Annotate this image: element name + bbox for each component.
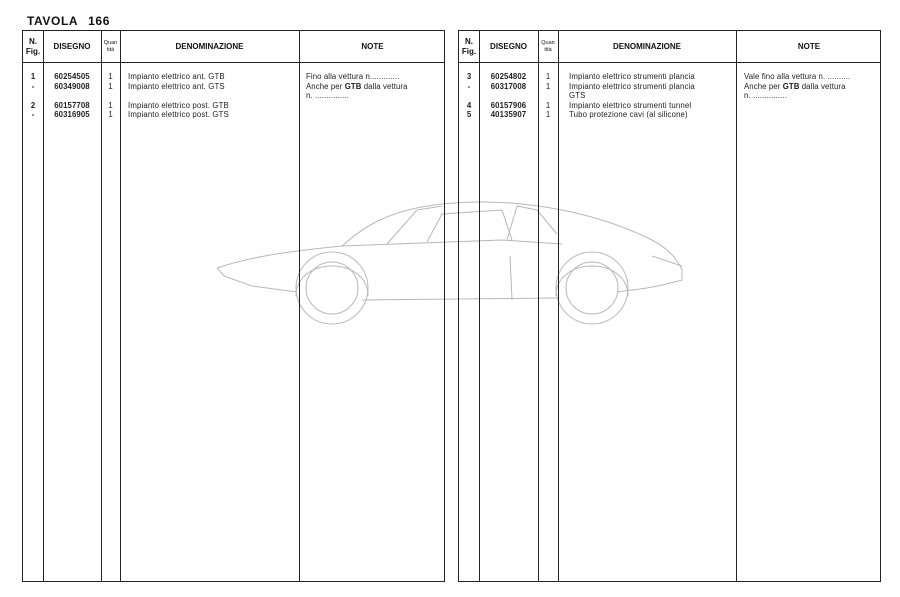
- page-title-label: TAVOLA: [27, 14, 79, 28]
- page-title: [27, 14, 110, 28]
- header-fig: N. Fig.: [461, 37, 477, 56]
- header-note: NOTE: [361, 41, 384, 51]
- table-row: 3 60254802 1 Impianto elettrico strumenti plancia Vale fino alla vettura n. ..........: [466, 72, 851, 81]
- header-note: NOTE: [797, 41, 821, 51]
- header-qty: Quan tità: [103, 39, 118, 53]
- table-row: 1 60254505 1 Impianto elettrico ant. GTB Fino alla vettura n.............: [30, 72, 400, 81]
- header-fig: N. Fig.: [25, 37, 41, 56]
- table-row: - 60349008 1 Impianto elettrico ant. GTS Anche per GTB dalla vettura n. ...............: [31, 81, 408, 101]
- table-row: - 60317008 1 Impianto elettrico strumenti plancia GTS Anche per GTB dalla vettura n. ...............: [467, 81, 846, 101]
- header-qty: Quan tità: [541, 39, 555, 53]
- table-row: 2 60157708 1 Impianto elettrico post. GTB: [30, 100, 229, 110]
- header-code: DISEGNO: [53, 41, 91, 51]
- parts-table-right: [458, 30, 881, 582]
- header-desc: DENOMINAZIONE: [175, 41, 244, 51]
- table-row: - 60316905 1 Impianto elettrico post. GTS: [31, 110, 229, 120]
- page-number: 166: [88, 14, 110, 28]
- table-row: 4 60157906 1 Impianto elettrico strumenti tunnel: [466, 100, 692, 110]
- header-code: DISEGNO: [490, 41, 527, 51]
- header-desc: DENOMINAZIONE: [613, 41, 681, 51]
- table-row: 5 40135907 1 Tubo protezione cavi (al silicone): [466, 110, 688, 120]
- parts-table-left: [22, 30, 445, 582]
